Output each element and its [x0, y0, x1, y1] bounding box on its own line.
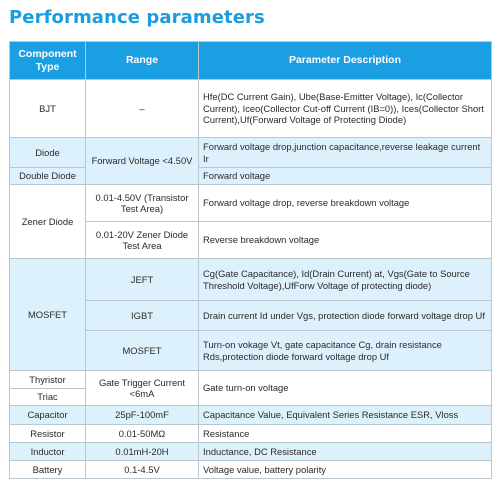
description-double-diode: Forward voltage: [199, 168, 492, 185]
component-mosfet: MOSFET: [10, 259, 86, 371]
range-resistor: 0.01-50MΩ: [86, 425, 199, 443]
column-header-range: Range: [86, 42, 199, 80]
range-mosfet: MOSFET: [86, 331, 199, 371]
column-header-description: Parameter Description: [199, 42, 492, 80]
component-diode: Diode: [10, 138, 86, 168]
component-thyristor: Thyristor: [10, 371, 86, 389]
description-zener-transistor-area: Forward voltage drop, reverse breakdown voltage: [199, 185, 492, 222]
description-thyristor-triac: Gate turn-on voltage: [199, 371, 492, 406]
description-capacitor: Capacitance Value, Equivalent Series Resistance ESR, Vloss: [199, 406, 492, 425]
table-row-resistor: [10, 425, 492, 443]
description-jeft: Cg(Gate Capacitance), Id(Drain Current) at, Vgs(Gate to Source Threshold Voltage),UfForw Voltage of protecting diode): [199, 259, 492, 301]
range-jeft: JEFT: [86, 259, 199, 301]
table-row-battery: [10, 461, 492, 479]
component-zener-diode: Zener Diode: [10, 185, 86, 259]
description-zener-test-area: Reverse breakdown voltage: [199, 222, 492, 259]
description-resistor: Resistance: [199, 425, 492, 443]
range-battery: 0.1-4.5V: [86, 461, 199, 479]
table-row-zener-diode: [10, 185, 492, 222]
description-diode: Forward voltage drop,junction capacitance,reverse leakage current Ir: [199, 138, 492, 168]
table-row-inductor: [10, 443, 492, 461]
range-thyristor-triac: Gate Trigger Current <6mA: [86, 371, 199, 406]
component-resistor: Resistor: [10, 425, 86, 443]
description-battery: Voltage value, battery polarity: [199, 461, 492, 479]
range-zener-transistor-area: 0.01-4.50V (Transistor Test Area): [86, 185, 199, 222]
range-capacitor: 25pF-100mF: [86, 406, 199, 425]
description-inductor: Inductance, DC Resistance: [199, 443, 492, 461]
table-row-mosfet-jeft: [10, 259, 492, 301]
performance-table: [9, 41, 492, 479]
table-row-diode: [10, 138, 492, 168]
table-row-capacitor: [10, 406, 492, 425]
table-row-double-diode: [10, 168, 492, 185]
range-diode: Forward Voltage <4.50V: [86, 138, 199, 185]
table-row-bjt: [10, 80, 492, 138]
component-triac: Triac: [10, 389, 86, 406]
description-mosfet: Turn-on vokage Vt, gate capacitance Cg, drain resistance Rds,protection diode forward voltage drop Uf: [199, 331, 492, 371]
description-bjt: Hfe(DC Current Gain), Ube(Base-Emitter Voltage), Ic(Collector Current), Iceo(Collector Cut-off Current (IB=0)), Ices(Collector Short Current),Uf(Forward Voltage of Protecting Diode): [199, 80, 492, 138]
component-bjt: BJT: [10, 80, 86, 138]
range-zener-test-area: 0.01-20V Zener Diode Test Area: [86, 222, 199, 259]
column-header-component: Component Type: [10, 42, 86, 80]
page-title: Performance parameters: [9, 7, 265, 28]
component-battery: Battery: [10, 461, 86, 479]
component-double-diode: Double Diode: [10, 168, 86, 185]
table-row-thyristor: [10, 371, 492, 389]
component-capacitor: Capacitor: [10, 406, 86, 425]
table-header-row: [10, 42, 492, 80]
range-bjt: –: [86, 80, 199, 138]
range-igbt: IGBT: [86, 301, 199, 331]
component-inductor: Inductor: [10, 443, 86, 461]
range-inductor: 0.01mH-20H: [86, 443, 199, 461]
description-igbt: Drain current Id under Vgs, protection diode forward voltage drop Uf: [199, 301, 492, 331]
